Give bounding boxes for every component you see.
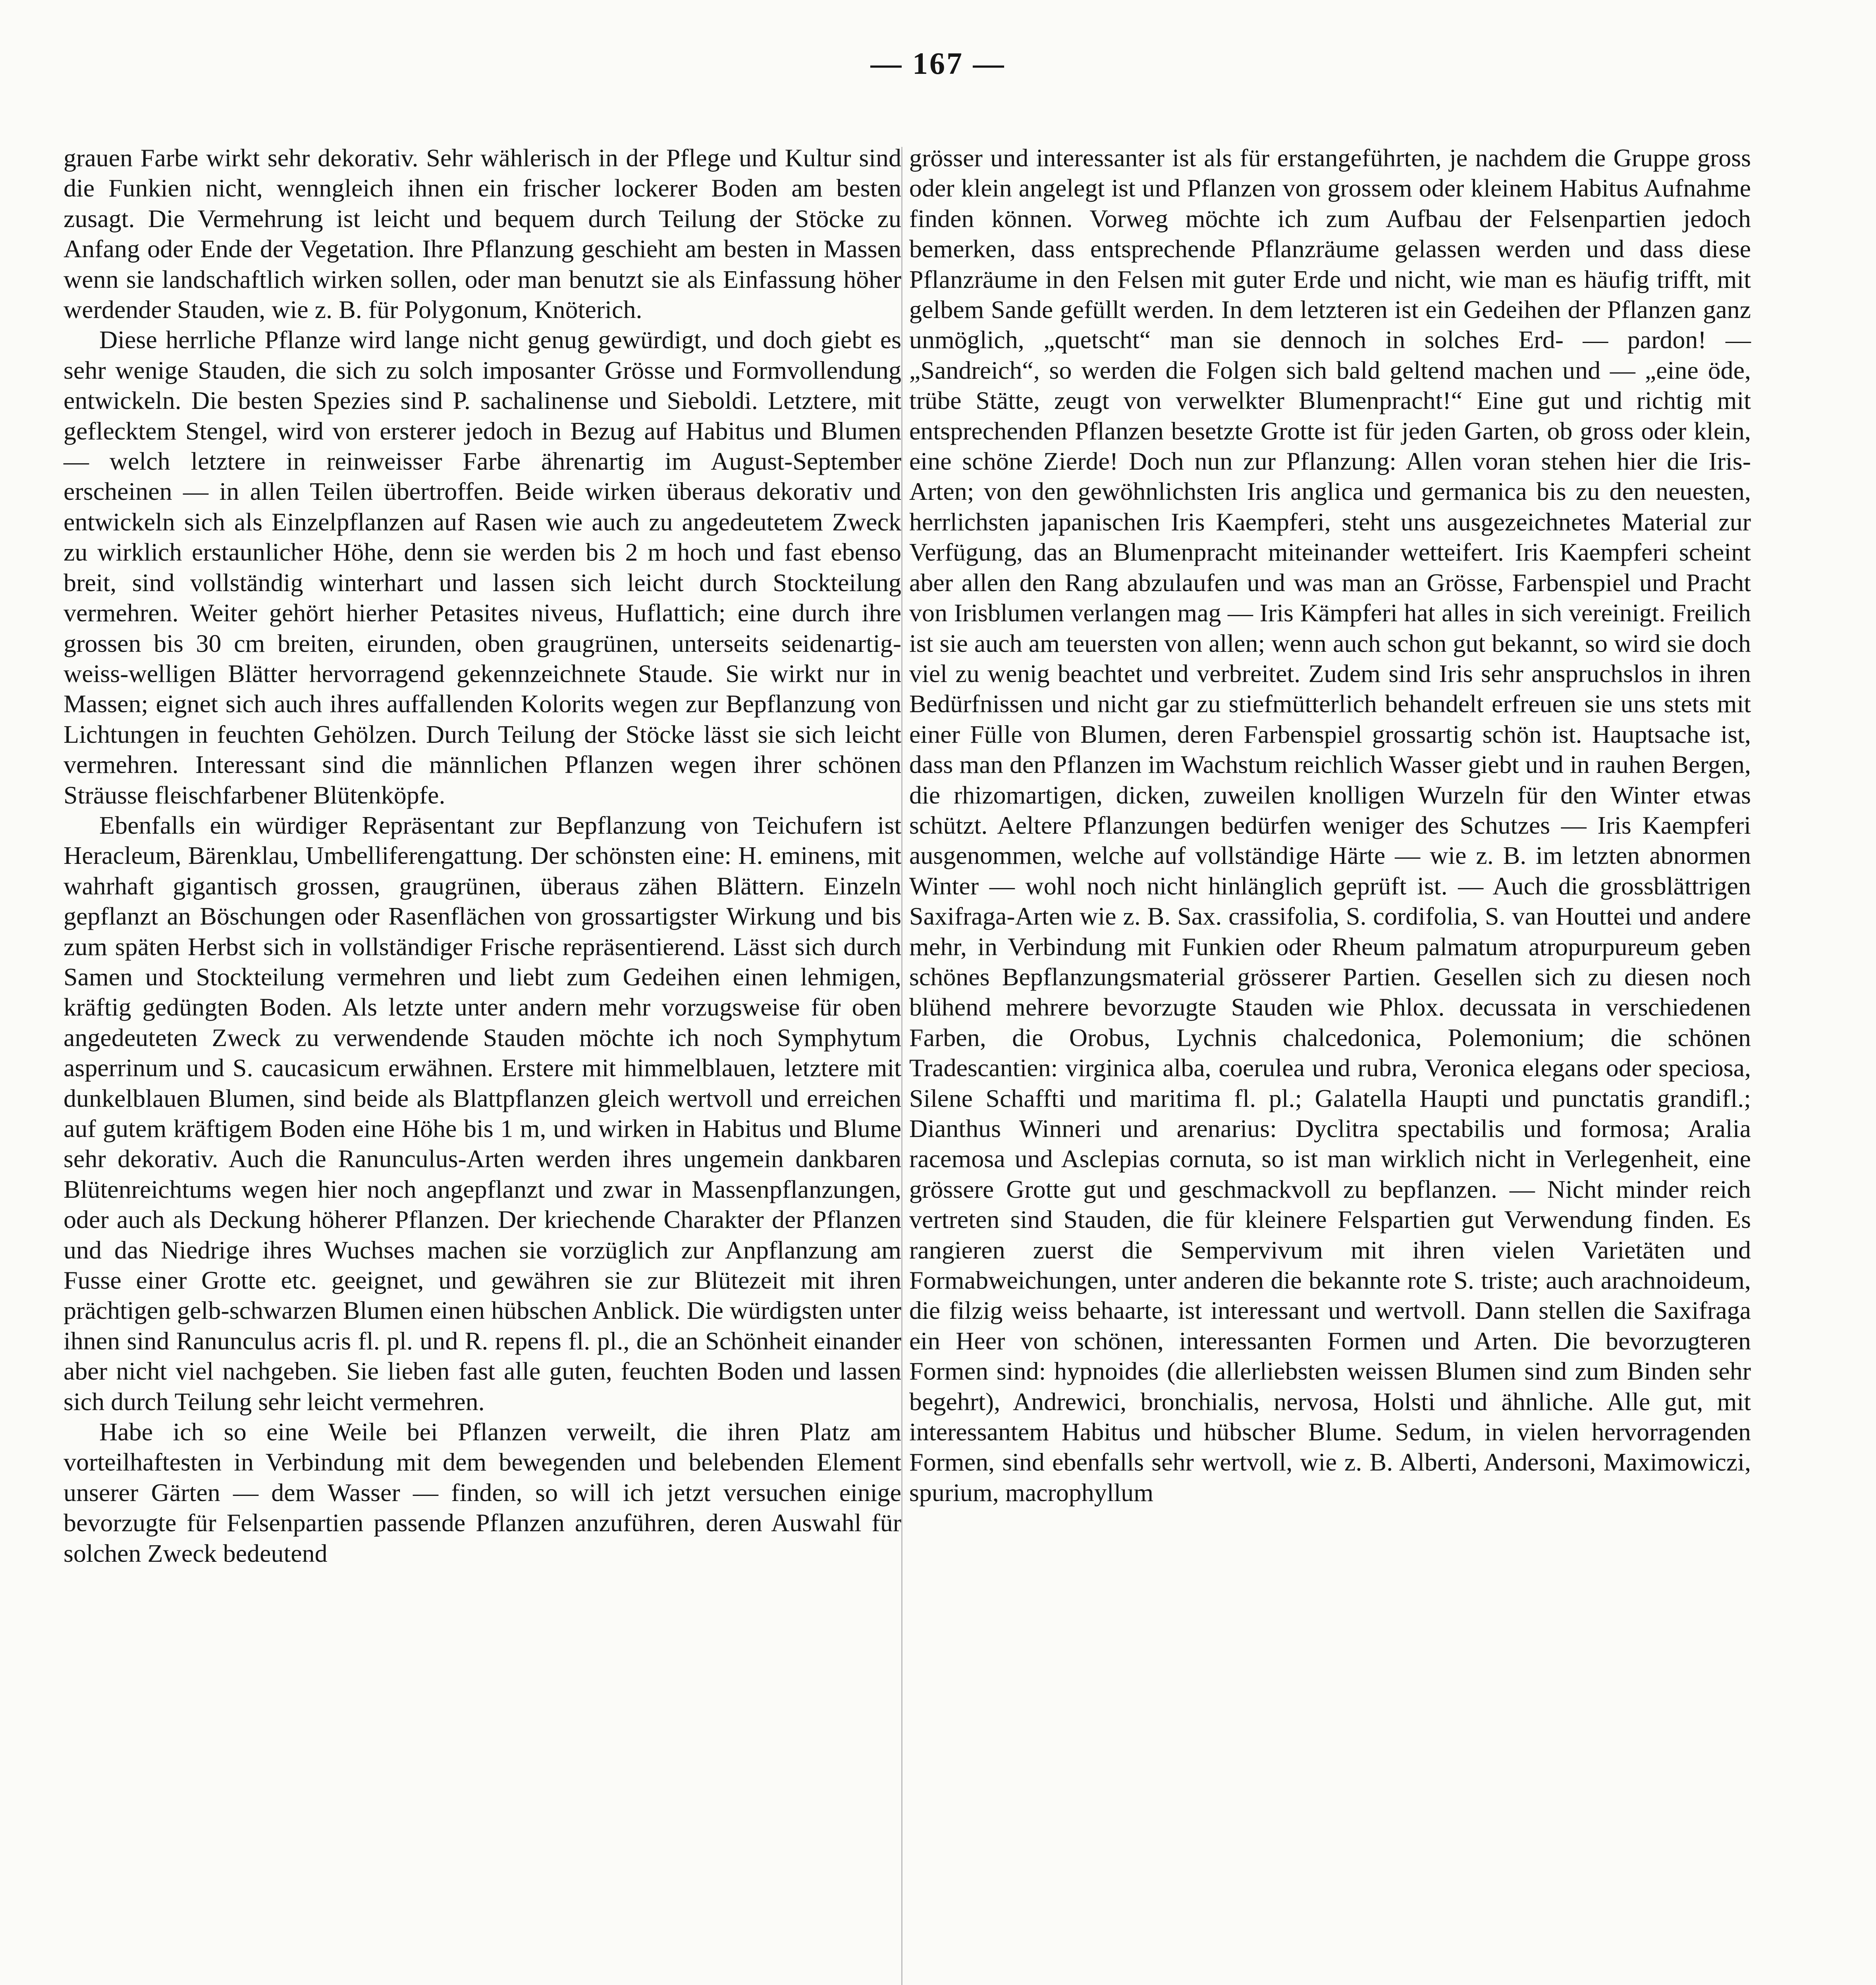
right-column	[909, 143, 1751, 1508]
column-divider	[901, 147, 902, 1985]
page-number: — 167 —	[870, 46, 1006, 81]
left-column	[64, 143, 901, 1569]
paragraph: grauen Farbe wirkt sehr dekorativ. Sehr wählerisch in der Pflege und Kultur sind die Funkien nicht, wenngleich ihnen ein frischer lockerer Boden am besten zusagt. Die Vermehrung ist leicht und bequem durch Teilung der Stöcke zu Anfang oder Ende der Vegetation. Ihre Pflanzung geschieht am besten in Massen wenn sie landschaftlich wirken sollen, oder man benutzt sie als Einfassung höher werdender Stauden, wie z. B. für Polygonum, Knöterich.	[64, 144, 901, 324]
paragraph: Diese herrliche Pflanze wird lange nicht genug gewürdigt, und doch giebt es sehr wenige Stauden, die sich zu solch imposanter Grösse und Formvollendung entwickeln. Die besten Spezies sind P. sachalinense und Sieboldi. Letztere, mit geflecktem Stengel, wird von ersterer jedoch in Bezug auf Habitus und Blumen — welch letztere in reinweisser Farbe ährenartig im August-September erscheinen — in allen Teilen übertroffen. Beide wirken überaus dekorativ und entwickeln sich als Einzelpflanzen auf Rasen wie auch zu angedeutetem Zweck zu wirklich erstaunlicher Höhe, denn sie werden bis 2 m hoch und fast ebenso breit, sind vollständig winterhart und lassen sich leicht durch Stockteilung vermehren. Weiter gehört hierher Petasites niveus, Huflattich; eine durch ihre grossen bis 30 cm breiten, eirunden, oben graugrünen, unterseits seidenartig-weiss-welligen Blätter hervorragend gekennzeichnete Staude. Sie wirkt nur in Massen; eignet sich auch ihres auffallenden Kolorits wegen zur Bepflanzung von Lichtungen in feuchten Gehölzen. Durch Teilung der Stöcke lässt sie sich leicht vermehren. Interessant sind die männlichen Pflanzen wegen ihrer schönen Sträusse fleischfarbener Blütenköpfe.	[64, 326, 901, 809]
paragraph: Ebenfalls ein würdiger Repräsentant zur Bepflanzung von Teichufern ist Heracleum, Bärenklau, Umbelliferengattung. Der schönsten eine: H. eminens, mit wahrhaft gigantisch grossen, graugrünen, überaus zähen Blättern. Einzeln gepflanzt an Böschungen oder Rasenflächen von grossartigster Wirkung und bis zum späten Herbst sich in vollständiger Frische repräsentierend. Lässt sich durch Samen und Stockteilung vermehren und liebt zum Gedeihen einen lehmigen, kräftig gedüngten Boden. Als letzte unter andern mehr vorzugsweise für oben angedeuteten Zweck zu verwendende Stauden möchte ich noch Symphytum asperrinum und S. caucasicum erwähnen. Erstere mit himmelblauen, letztere mit dunkelblauen Blumen, sind beide als Blattpflanzen gleich wertvoll und erreichen auf gutem kräftigem Boden eine Höhe bis 1 m, und wirken in Habitus und Blume sehr dekorativ. Auch die Ranunculus-Arten werden ihres ungemein dankbaren Blütenreichtums wegen hier noch angepflanzt und zwar in Massenpflanzungen, oder auch als Deckung höherer Pflanzen. Der kriechende Charakter der Pflanzen und das Niedrige ihres Wuchses machen sie vorzüglich zur Anpflanzung am Fusse einer Grotte etc. geeignet, und gewähren sie zur Blütezeit mit ihren prächtigen gelb-schwarzen Blumen einen hübschen Anblick. Die würdigsten unter ihnen sind Ranunculus acris fl. pl. und R. repens fl. pl., die an Schönheit einander aber nicht viel nachgeben. Sie lieben fast alle guten, feuchten Boden und lassen sich durch Teilung sehr leicht vermehren.	[64, 811, 901, 1416]
paragraph: grösser und interessanter ist als für erstangeführten, je nachdem die Gruppe gross oder klein angelegt ist und Pflanzen von grossem oder kleinem Habitus Aufnahme finden können. Vorweg möchte ich zum Aufbau der Felsenpartien jedoch bemerken, dass entsprechende Pflanzräume gelassen werden und dass diese Pflanzräume in den Felsen mit guter Erde und nicht, wie man es häufig trifft, mit gelbem Sande gefüllt werden. In dem letzteren ist ein Gedeihen der Pflanzen ganz unmöglich, „quetscht“ man sie dennoch in solches Erd- — pardon! — „Sandreich“, so werden die Folgen sich bald geltend machen und — „eine öde, trübe Stätte, zeugt von verwelkter Blumenpracht!“ Eine gut und richtig mit entsprechenden Pflanzen besetzte Grotte ist für jeden Garten, ob gross oder klein, eine schöne Zierde! Doch nun zur Pflanzung: Allen voran stehen hier die Iris-Arten; von den gewöhnlichsten Iris anglica und germanica bis zu den neuesten, herrlichsten japanischen Iris Kaempferi, steht uns ausgezeichnetes Material zur Verfügung, das an Blumenpracht miteinander wetteifert. Iris Kaempferi scheint aber allen den Rang abzulaufen und was man an Grösse, Farbenspiel und Pracht von Irisblumen verlangen mag — Iris Kämpferi hat alles in sich vereinigt. Freilich ist sie auch am teuersten von allen; wenn auch schon gut bekannt, so wird sie doch viel zu wenig beachtet und verbreitet. Zudem sind Iris sehr anspruchslos in ihren Bedürfnissen und nicht gar zu stiefmütterlich behandelt erfreuen sie uns stets mit einer Fülle von Blumen, deren Farbenspiel grossartig schön ist. Hauptsache ist, dass man den Pflanzen im Wachstum reichlich Wasser giebt und in rauhen Bergen, die rhizomartigen, dicken, zuweilen knolligen Wurzeln für den Winter etwas schützt. Aeltere Pflanzungen bedürfen weniger des Schutzes — Iris Kaempferi ausgenommen, welche auf vollständige Härte — wie z. B. im letzten abnormen Winter — wohl noch nicht hinlänglich geprüft ist. — Auch die grossblättrigen Saxifraga-Arten wie z. B. Sax. crassifolia, S. cordifolia, S. van Houttei und andere mehr, in Verbindung mit Funkien oder Rheum palmatum atropurpureum geben schönes Bepflanzungsmaterial grösserer Partien. Gesellen sich zu diesen noch blühend mehrere bevorzugte Stauden wie Phlox. decussata in verschiedenen Farben, die Orobus, Lychnis chalcedonica, Polemonium; die schönen Tradescantien: virginica alba, coerulea und rubra, Veronica elegans oder speciosa, Silene Schaffti und maritima fl. pl.; Galatella Haupti und punctatis grandifl.; Dianthus Winneri und arenarius: Dyclitra spectabilis und formosa; Aralia racemosa und Asclepias cornuta, so ist man wirklich nicht in Verlegenheit, eine grössere Grotte gut und geschmackvoll zu bepflanzen. — Nicht minder reich vertreten sind Stauden, die für kleinere Felspartien gut Verwendung finden. Es rangieren zuerst die Sempervivum mit ihren vielen Varietäten und Formabweichungen, unter anderen die bekannte rote S. triste; auch arachnoideum, die filzig weiss behaarte, ist interessant und wertvoll. Dann stellen die Saxifraga ein Heer von schönen, interessanten Formen und Arten. Die bevorzugteren Formen sind: hypnoides (die allerliebsten weissen Blumen sind zum Binden sehr begehrt), Andrewici, bronchialis, nervosa, Holsti und ähnliche. Alle gut, mit interessantem Habitus und hübscher Blume. Sedum, in vielen hervorragenden Formen, sind ebenfalls sehr wertvoll, wie z. B. Alberti, Andersoni, Maximowiczi, spurium, macrophyllum	[909, 144, 1751, 1507]
paragraph: Habe ich so eine Weile bei Pflanzen verweilt, die ihren Platz am vorteilhaftesten in Verbindung mit dem bewegenden und belebenden Element unserer Gärten — dem Wasser — finden, so will ich jetzt versuchen einige bevorzugte für Felsenpartien passende Pflanzen anzuführen, deren Auswahl für solchen Zweck bedeutend	[64, 1418, 901, 1567]
